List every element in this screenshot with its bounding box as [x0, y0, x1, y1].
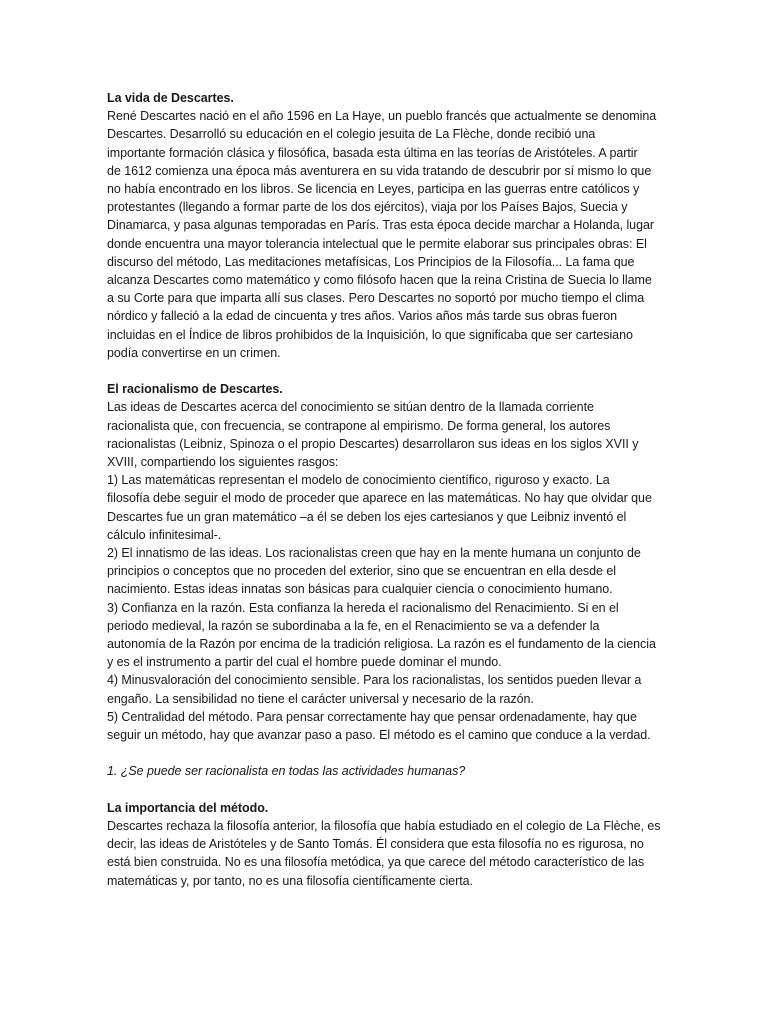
paragraph-line: podía convertirse en un crimen. [107, 345, 281, 360]
paragraph-line: está bien construida. No es una filosofía metódica, ya que carece del método característico de las [107, 855, 645, 870]
list-item-line: seguir un método, hay que avanzar paso a paso. El método es el camino que conduce a la verdad. [107, 728, 651, 743]
section-racionalismo [107, 380, 672, 744]
question-block [107, 762, 672, 780]
list-item-line: 4) Minusvaloración del conocimiento sensible. Para los racionalistas, los sentidos pueden llevar a [107, 673, 642, 688]
list-item-line: 3) Confianza en la razón. Esta confianza la hereda el racionalismo del Renacimiento. Si en el [107, 600, 619, 615]
paragraph-line: a su Corte para que imparta allí sus clases. Pero Descartes no soportó por mucho tiempo el clima [107, 291, 645, 306]
section-vida [107, 89, 672, 362]
paragraph-line: Descartes. Desarrolló su educación en el colegio jesuita de La Flèche, donde recibió una [107, 127, 596, 142]
paragraph-line: decir, las ideas de Aristóteles y de Santo Tomás. Él considera que esta filosofía no es rigurosa, no [107, 837, 644, 852]
list-item-line: 5) Centralidad del método. Para pensar correctamente hay que pensar ordenadamente, hay que [107, 709, 637, 724]
list-item-line: y es el instrumento a partir del cual el hombre puede dominar el mundo. [107, 655, 502, 670]
paragraph-line: protestantes (llegando a formar parte de los dos ejércitos), viaja por los Países Bajos, Suecia y [107, 200, 628, 215]
paragraph-spacer [107, 362, 672, 380]
paragraph-line: nórdico y falleció a la edad de cincuenta y tres años. Varios años más tarde sus obras fueron [107, 309, 617, 324]
paragraph-spacer [107, 781, 672, 799]
list-item-line: engaño. La sensibilidad no tiene el carácter universal y necesario de la razón. [107, 691, 534, 706]
list-item-line: cálculo infinitesimal-. [107, 527, 222, 542]
paragraph-line: XVIII, compartiendo los siguientes rasgos: [107, 455, 339, 470]
paragraph-line: discurso del método, Las meditaciones metafísicas, Los Principios de la Filosofía... La fama que [107, 254, 635, 269]
question-text: 1. ¿Se puede ser racionalista en todas las actividades humanas? [107, 764, 466, 779]
paragraph-line: incluidas en el Índice de libros prohibidos de la Inquisición, lo que significaba que ser cartesiano [107, 327, 633, 342]
paragraph-line: racionalista que, con frecuencia, se contrapone al empirismo. De forma general, los autores [107, 418, 611, 433]
paragraph-line: René Descartes nació en el año 1596 en La Haye, un pueblo francés que actualmente se denomina [107, 109, 657, 124]
list-item-line: 2) El innatismo de las ideas. Los racionalistas creen que hay en la mente humana un conjunto de [107, 546, 641, 561]
list-item-line: nacimiento. Estas ideas innatas son básicas para cualquier ciencia o conocimiento humano. [107, 582, 613, 597]
paragraph-line: Dinamarca, y pasa algunas temporadas en París. Tras esta época decide marchar a Holanda, lugar [107, 218, 654, 233]
list-item-line: autonomía de la Razón por encima de la tradición religiosa. La razón es el fundamento de la ciencia [107, 637, 656, 652]
paragraph-spacer [107, 744, 672, 762]
list-item-line: 1) Las matemáticas representan el modelo de conocimiento científico, riguroso y exacto. La [107, 473, 610, 488]
section-heading: La importancia del método. [107, 800, 269, 815]
paragraph-line: no había encontrado en los libros. Se licencia en Leyes, participa en las guerras entre católicos y [107, 182, 640, 197]
paragraph-line: donde encuentra una mayor tolerancia intelectual que le permite elaborar sus principales obras: El [107, 236, 647, 251]
paragraph-line: Descartes rechaza la filosofía anterior, la filosofía que había estudiado en el colegio de La Flèche, es [107, 819, 661, 834]
paragraph-line: importante formación clásica y filosófica, basada esta última en las teorías de Aristóteles. A partir [107, 145, 638, 160]
list-item-line: principios o conceptos que no proceden del exterior, sino que se encuentran en ella desde el [107, 564, 616, 579]
paragraph-line: Las ideas de Descartes acerca del conocimiento se sitúan dentro de la llamada corriente [107, 400, 594, 415]
section-heading: El racionalismo de Descartes. [107, 382, 283, 397]
list-item-line: periodo medieval, la razón se subordinaba a la fe, en el Renacimiento se va a defender la [107, 618, 600, 633]
paragraph-line: racionalistas (Leibniz, Spinoza o el propio Descartes) desarrollaron sus ideas en los siglos XVII y [107, 436, 639, 451]
list-item-line: filosofía debe seguir el modo de proceder que aparece en las matemáticas. No hay que olvidar que [107, 491, 652, 506]
list-item-line: Descartes fue un gran matemático –a él se deben los ejes cartesianos y que Leibniz inventó el [107, 509, 627, 524]
paragraph-line: de 1612 comienza una época más aventurera en su vida tratando de descubrir por sí mismo lo que [107, 163, 652, 178]
paragraph-line: alcanza Descartes como matemático y como filósofo hacen que la reina Cristina de Suecia lo llame [107, 273, 652, 288]
section-heading: La vida de Descartes. [107, 91, 234, 105]
paragraph-line: matemáticas y, por tanto, no es una filosofía científicamente cierta. [107, 873, 473, 888]
section-metodo [107, 799, 672, 890]
